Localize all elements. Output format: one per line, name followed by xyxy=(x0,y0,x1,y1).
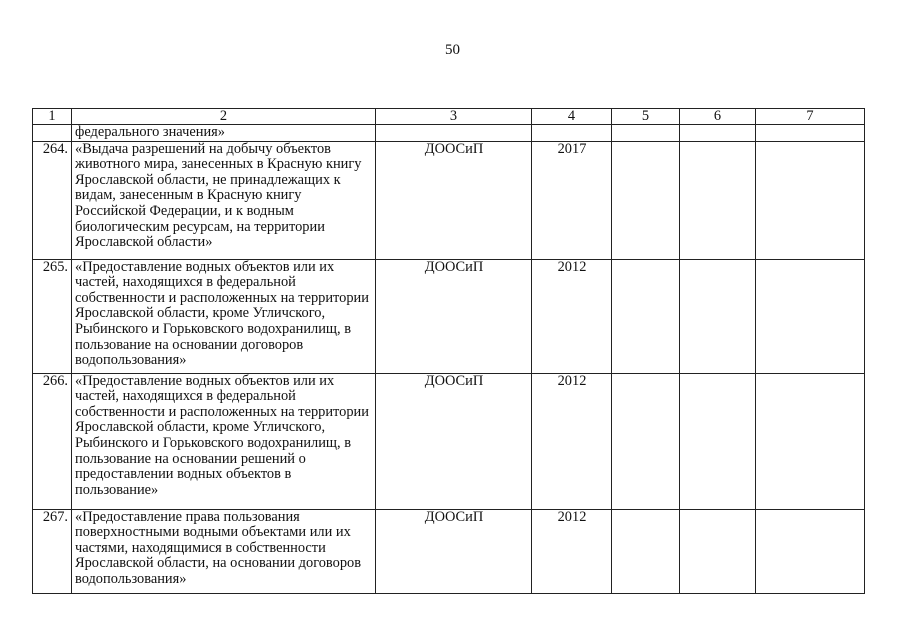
col-5-cell xyxy=(612,509,680,593)
header-cell-7: 7 xyxy=(756,109,865,125)
col-5-cell xyxy=(612,373,680,509)
department: ДООСиП xyxy=(376,509,532,593)
col-5-cell xyxy=(612,259,680,373)
services-table xyxy=(32,108,865,594)
row-number: 264. xyxy=(33,141,72,259)
header-cell-5: 5 xyxy=(612,109,680,125)
table-row xyxy=(33,141,865,259)
service-name: «Предоставление права пользования поверхностными водными объектами или их частями, находящимися в собственности Ярославской области, на основании договоров водопользования» xyxy=(72,509,376,593)
col-7-cell xyxy=(756,125,865,142)
service-name: федерального значения» xyxy=(72,125,376,142)
service-name: «Предоставление водных объектов или их частей, находящихся в федеральной собственности и расположенных на территории Ярославской области, кроме Угличского, Рыбинского и Горьковского водохранилищ, в пользование на основании решений о предоставлении водных объектов в пользование» xyxy=(72,373,376,509)
col-5-cell xyxy=(612,141,680,259)
col-6-cell xyxy=(680,373,756,509)
table-row xyxy=(33,509,865,593)
service-name: «Выдача разрешений на добычу объектов животного мира, занесенных в Красную книгу Ярославской области, не принадлежащих к видам, занесенным в Красную книгу Российской Федерации, и к водным биологическим ресурсам, на территории Ярославской области» xyxy=(72,141,376,259)
service-name: «Предоставление водных объектов или их частей, находящихся в федеральной собственности и расположенных на территории Ярославской области, кроме Угличского, Рыбинского и Горьковского водохранилищ, в пользование на основании договоров водопользования» xyxy=(72,259,376,373)
year xyxy=(532,125,612,142)
col-6-cell xyxy=(680,259,756,373)
department: ДООСиП xyxy=(376,373,532,509)
table-row xyxy=(33,259,865,373)
row-number: 265. xyxy=(33,259,72,373)
year: 2012 xyxy=(532,509,612,593)
year: 2012 xyxy=(532,259,612,373)
col-6-cell xyxy=(680,141,756,259)
col-7-cell xyxy=(756,141,865,259)
col-6-cell xyxy=(680,125,756,142)
row-number xyxy=(33,125,72,142)
col-7-cell xyxy=(756,373,865,509)
header-cell-4: 4 xyxy=(532,109,612,125)
table-row-continuation xyxy=(33,125,865,142)
year: 2017 xyxy=(532,141,612,259)
col-6-cell xyxy=(680,509,756,593)
col-5-cell xyxy=(612,125,680,142)
table-header-row xyxy=(33,109,865,125)
header-cell-3: 3 xyxy=(376,109,532,125)
header-cell-2: 2 xyxy=(72,109,376,125)
row-number: 266. xyxy=(33,373,72,509)
department xyxy=(376,125,532,142)
col-7-cell xyxy=(756,509,865,593)
col-7-cell xyxy=(756,259,865,373)
year: 2012 xyxy=(532,373,612,509)
header-cell-6: 6 xyxy=(680,109,756,125)
department: ДООСиП xyxy=(376,259,532,373)
table-row xyxy=(33,373,865,509)
header-cell-1: 1 xyxy=(33,109,72,125)
page-number: 50 xyxy=(445,42,460,58)
row-number: 267. xyxy=(33,509,72,593)
department: ДООСиП xyxy=(376,141,532,259)
